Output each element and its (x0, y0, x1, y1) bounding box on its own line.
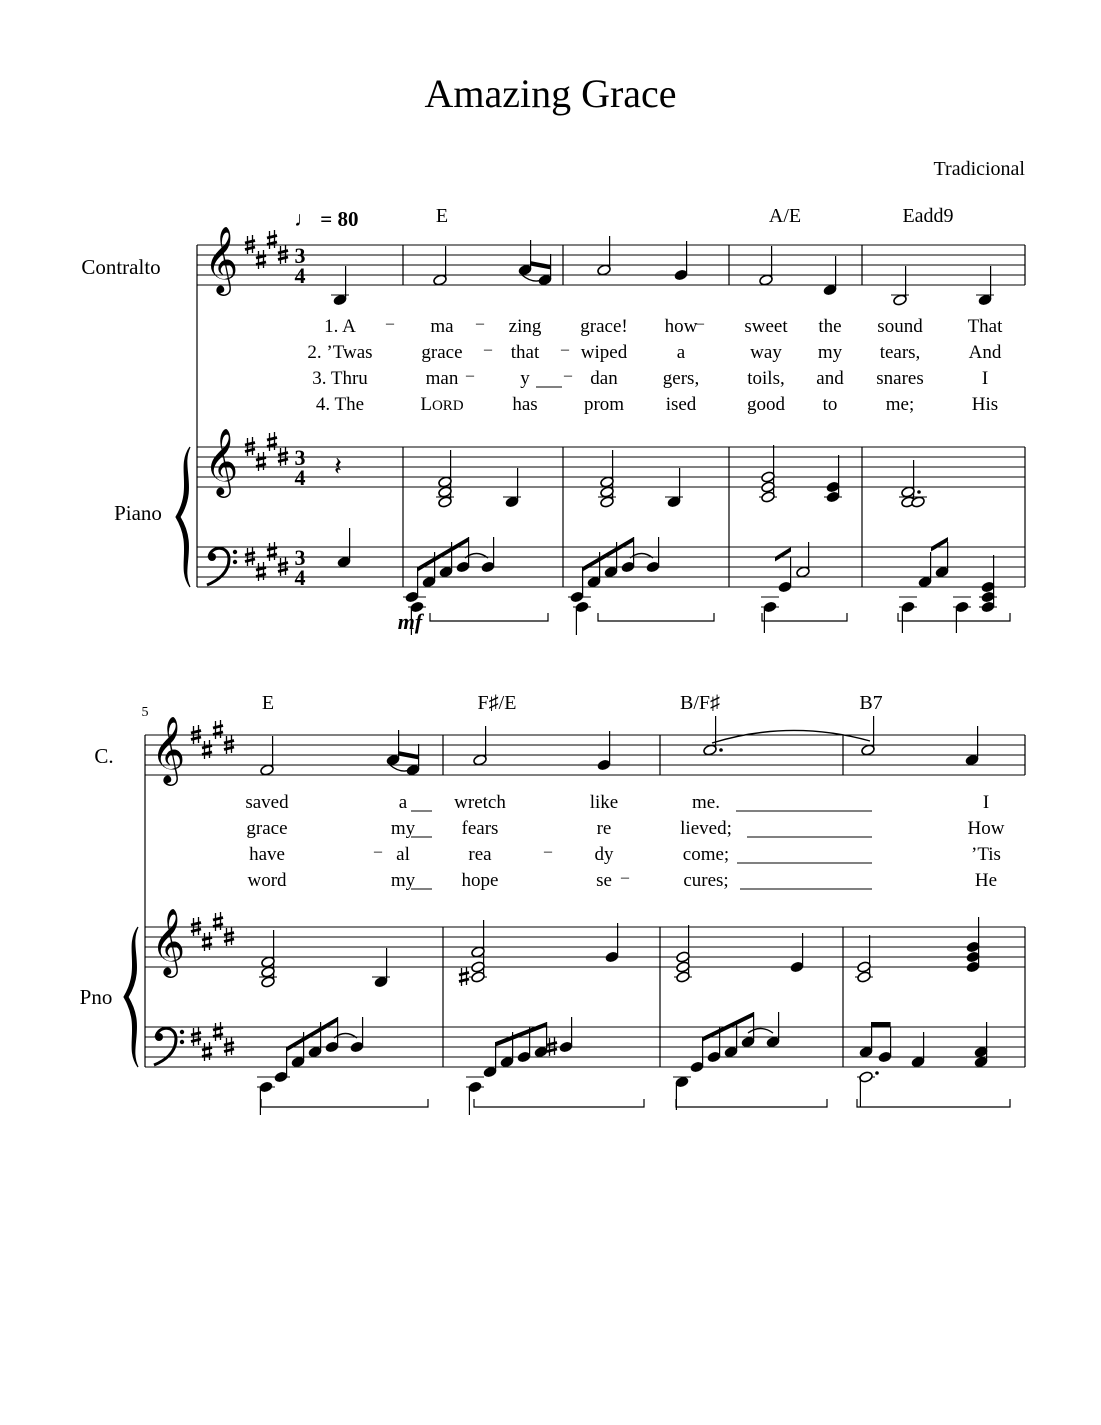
augmentation-dot (875, 1071, 879, 1075)
chord-symbol: B7 (859, 692, 883, 714)
time-sig-top: 3 (294, 545, 306, 570)
lyric-syllable: cures; (683, 870, 729, 891)
key-sharp (213, 720, 223, 739)
voice-note (597, 236, 612, 276)
lyric-syllable: 1. A (324, 316, 356, 337)
accidental-sharp (459, 967, 469, 986)
lyric-syllable: hope (461, 870, 499, 891)
bass-pedal-note (573, 597, 591, 635)
beam (775, 547, 791, 562)
lyric-syllable: dan (590, 368, 618, 389)
treble-clef: 𝄞 (204, 227, 239, 292)
lyric-syllable: gers, (662, 368, 700, 389)
lyric-syllable: way (750, 342, 782, 363)
lyric-syllable: prom (583, 394, 625, 415)
time-sig-top: 3 (294, 445, 306, 470)
treble-clef: 𝄞 (151, 717, 186, 782)
pedal-bracket (857, 1099, 1010, 1107)
voice-note (703, 716, 723, 756)
bass-note (878, 1027, 893, 1063)
pedal-bracket (430, 613, 548, 621)
notehead (761, 491, 776, 503)
beam (496, 1022, 547, 1047)
lyric-syllable: He (974, 870, 998, 891)
treble-clef: 𝄞 (204, 429, 239, 494)
voice-note (433, 246, 448, 286)
lyric-syllable: 3. Thru (312, 368, 368, 389)
instrument-name-piano-short: Pno (79, 985, 113, 1009)
key-sharp (213, 912, 223, 931)
lyric-syllable: I (981, 368, 989, 389)
bass-pedal-note (466, 1077, 484, 1115)
bass-clef-dot (208, 553, 216, 561)
lyric-syllable: my (390, 870, 416, 891)
lyric-syllable: that (510, 342, 540, 363)
note (436, 496, 454, 508)
lyric-syllable: lieved; (680, 818, 732, 839)
key-sharp (202, 932, 212, 951)
voice-note (674, 241, 689, 281)
lyric-syllable: sweet (744, 316, 788, 337)
bass-note (337, 528, 352, 568)
chord-symbol: F♯/E (477, 692, 517, 714)
pedal-bracket (676, 1099, 827, 1107)
lyric-syllable: I (982, 792, 990, 813)
lyric-hyphen: – (374, 843, 382, 860)
lyric-syllable: And (968, 342, 1002, 363)
lyric-syllable: like (589, 792, 619, 813)
lyric-syllable: tears, (879, 342, 921, 363)
time-sig-bottom: 4 (294, 263, 306, 288)
note (901, 486, 921, 498)
voice-note (976, 266, 994, 306)
piano-note (605, 923, 620, 963)
lyric-syllable: to (822, 394, 838, 415)
notehead (261, 976, 276, 988)
lyric-syllable: ised (665, 394, 697, 415)
time-sig-top: 3 (294, 243, 306, 268)
bass-pedal-note (257, 1077, 275, 1115)
lyric-syllable: grace (421, 342, 463, 363)
voice-note (891, 266, 909, 306)
lyric-hyphen: – (564, 367, 572, 384)
bass-clef-dot (180, 1030, 184, 1034)
lyric-syllable: zing (508, 316, 542, 337)
key-sharp (202, 1042, 212, 1061)
lyric-syllable: 2. ’Twas (307, 342, 373, 363)
bass-pedal-note (761, 597, 779, 633)
lyric-hyphen: – (386, 315, 394, 332)
instrument-name-contralto-short: C. (94, 744, 114, 768)
lyric-syllable: al (396, 844, 410, 865)
augmentation-dot (719, 748, 723, 752)
note (259, 976, 277, 988)
lyric-hyphen: – (544, 843, 552, 860)
voice-note (473, 726, 488, 766)
notehead (471, 971, 486, 983)
time-sig-bottom: 4 (294, 565, 306, 590)
lyric-hyphen: – (621, 869, 629, 886)
lyric-hyphen: – (476, 315, 484, 332)
lyric-hyphen: – (696, 315, 704, 332)
bass-note (857, 1071, 879, 1107)
tempo-marking: ♩ = 80 (294, 207, 359, 231)
lyric-syllable: me; (885, 394, 915, 415)
lyric-syllable: have (249, 844, 285, 865)
treble-clef: 𝄞 (151, 909, 186, 974)
lyric-syllable: 4. The (315, 394, 365, 415)
bass-clef-dot (233, 560, 237, 564)
grand-staff-brace (176, 447, 190, 587)
augmentation-dot (917, 490, 921, 494)
note (824, 491, 842, 503)
note (674, 971, 692, 983)
chord-symbol: B/F♯ (679, 692, 721, 714)
lyric-syllable: grace (246, 818, 288, 839)
chord-symbol: E (435, 205, 449, 227)
tie (712, 730, 870, 743)
quarter-rest: 𝄽 (334, 452, 342, 481)
voice-note (759, 246, 774, 286)
beam (872, 1022, 891, 1027)
lyric-syllable: dy (594, 844, 614, 865)
lyric-syllable: re (596, 818, 612, 839)
lyric-syllable: come; (682, 844, 730, 865)
voice-note (597, 731, 612, 771)
piano-note (503, 468, 521, 508)
key-sharp (256, 250, 266, 269)
lyric-syllable: and (816, 368, 844, 389)
lyric-syllable: a (676, 342, 686, 363)
pedal-bracket (762, 613, 847, 621)
lyric-syllable: snares (876, 368, 924, 389)
composer: Tradicional (933, 158, 1025, 180)
lyric-syllable: saved (245, 792, 289, 813)
contralto-staff (197, 245, 1025, 285)
key-sharp (267, 230, 277, 249)
key-sharp (267, 542, 277, 561)
slur (748, 1029, 773, 1034)
bass-clef-dot (155, 1033, 163, 1041)
lyric-syllable: has (512, 394, 538, 415)
pedal-bracket (261, 1099, 428, 1107)
lyric-syllable: His (971, 394, 999, 415)
lyric-syllable: how (664, 316, 698, 337)
voice-note (965, 726, 980, 766)
lyric-syllable: my (390, 818, 416, 839)
piano-bass-staff-2 (145, 1027, 1025, 1067)
bass-arpeggio-note (272, 1047, 290, 1083)
note (759, 491, 777, 503)
bass-clef-dot (233, 550, 237, 554)
notehead (600, 496, 615, 508)
chord-symbol: E (261, 692, 275, 714)
lyric-syllable: the (818, 316, 842, 337)
lyric-syllable: man (425, 368, 459, 389)
lyric-syllable: How (967, 818, 1005, 839)
key-sharp (202, 740, 212, 759)
bass-clef-dot (180, 1040, 184, 1044)
piano-note (372, 948, 390, 988)
voice-note (861, 716, 876, 756)
lyric-syllable: wretch (454, 792, 506, 813)
contralto-staff-2 (145, 735, 1025, 775)
lyric-syllable: rea (468, 844, 492, 865)
lyric-syllable: grace! (580, 316, 628, 337)
bass-arpeggio-note (568, 567, 586, 603)
lyric-syllable: That (967, 316, 1003, 337)
lyric-syllable: y (520, 368, 530, 389)
lyric-syllable: word (247, 870, 287, 891)
lyric-syllable: sound (877, 316, 923, 337)
lyric-hyphen: – (466, 367, 474, 384)
key-sharp (213, 1022, 223, 1041)
lyric-syllable: fears (461, 818, 499, 839)
score-title: Amazing Grace (424, 71, 677, 116)
key-sharp (256, 452, 266, 471)
pedal-bracket (598, 613, 714, 621)
beam (398, 751, 419, 760)
lyric-syllable: ma (430, 316, 454, 337)
notehead (857, 971, 872, 983)
small-caps-rest: ORD (431, 398, 464, 414)
lyric-syllable: toils, (747, 368, 785, 389)
dynamic-marking: mf (397, 609, 423, 634)
voice-note (260, 736, 275, 776)
small-caps-first: L (420, 394, 432, 415)
bass-note (778, 557, 793, 593)
lyric-hyphen: – (561, 341, 569, 358)
notehead (438, 496, 453, 508)
bass-arpeggio-note (403, 567, 421, 603)
lyric-hyphen: – (484, 341, 492, 358)
key-sharp (256, 562, 266, 581)
lyric-syllable: my (817, 342, 843, 363)
voice-note (331, 266, 349, 306)
key-sharp (267, 432, 277, 451)
note (855, 971, 873, 983)
bass-arpeggio-note (690, 1037, 705, 1073)
voice-note (823, 256, 838, 296)
measure-number: 5 (141, 705, 149, 720)
lyric-syllable: good (747, 394, 785, 415)
chord-symbol: Eadd9 (902, 205, 954, 227)
piano-treble-staff-2 (145, 927, 1025, 967)
beam (530, 261, 551, 270)
instrument-name-contralto: Contralto (81, 255, 161, 279)
note (598, 496, 616, 508)
grand-staff-brace (124, 927, 138, 1067)
bass-pedal-note (953, 597, 971, 633)
instrument-name-piano: Piano (114, 501, 162, 525)
piano-note (665, 468, 683, 508)
lyric-syllable (420, 394, 463, 415)
lyric-syllable: se (596, 870, 612, 891)
lyric-syllable: me. (692, 792, 720, 813)
lyric-syllable: ’Tis (971, 844, 1001, 865)
time-sig-bottom: 4 (294, 465, 306, 490)
pedal-bracket (474, 1099, 644, 1107)
notehead (676, 971, 691, 983)
chord-symbol: A/E (768, 205, 802, 227)
piano-note (790, 933, 805, 973)
lyric-syllable: a (398, 792, 408, 813)
beam (931, 537, 948, 552)
pedal-bracket (898, 613, 1010, 621)
lyric-syllable: wiped (580, 342, 628, 363)
bass-pedal-note (899, 597, 917, 633)
